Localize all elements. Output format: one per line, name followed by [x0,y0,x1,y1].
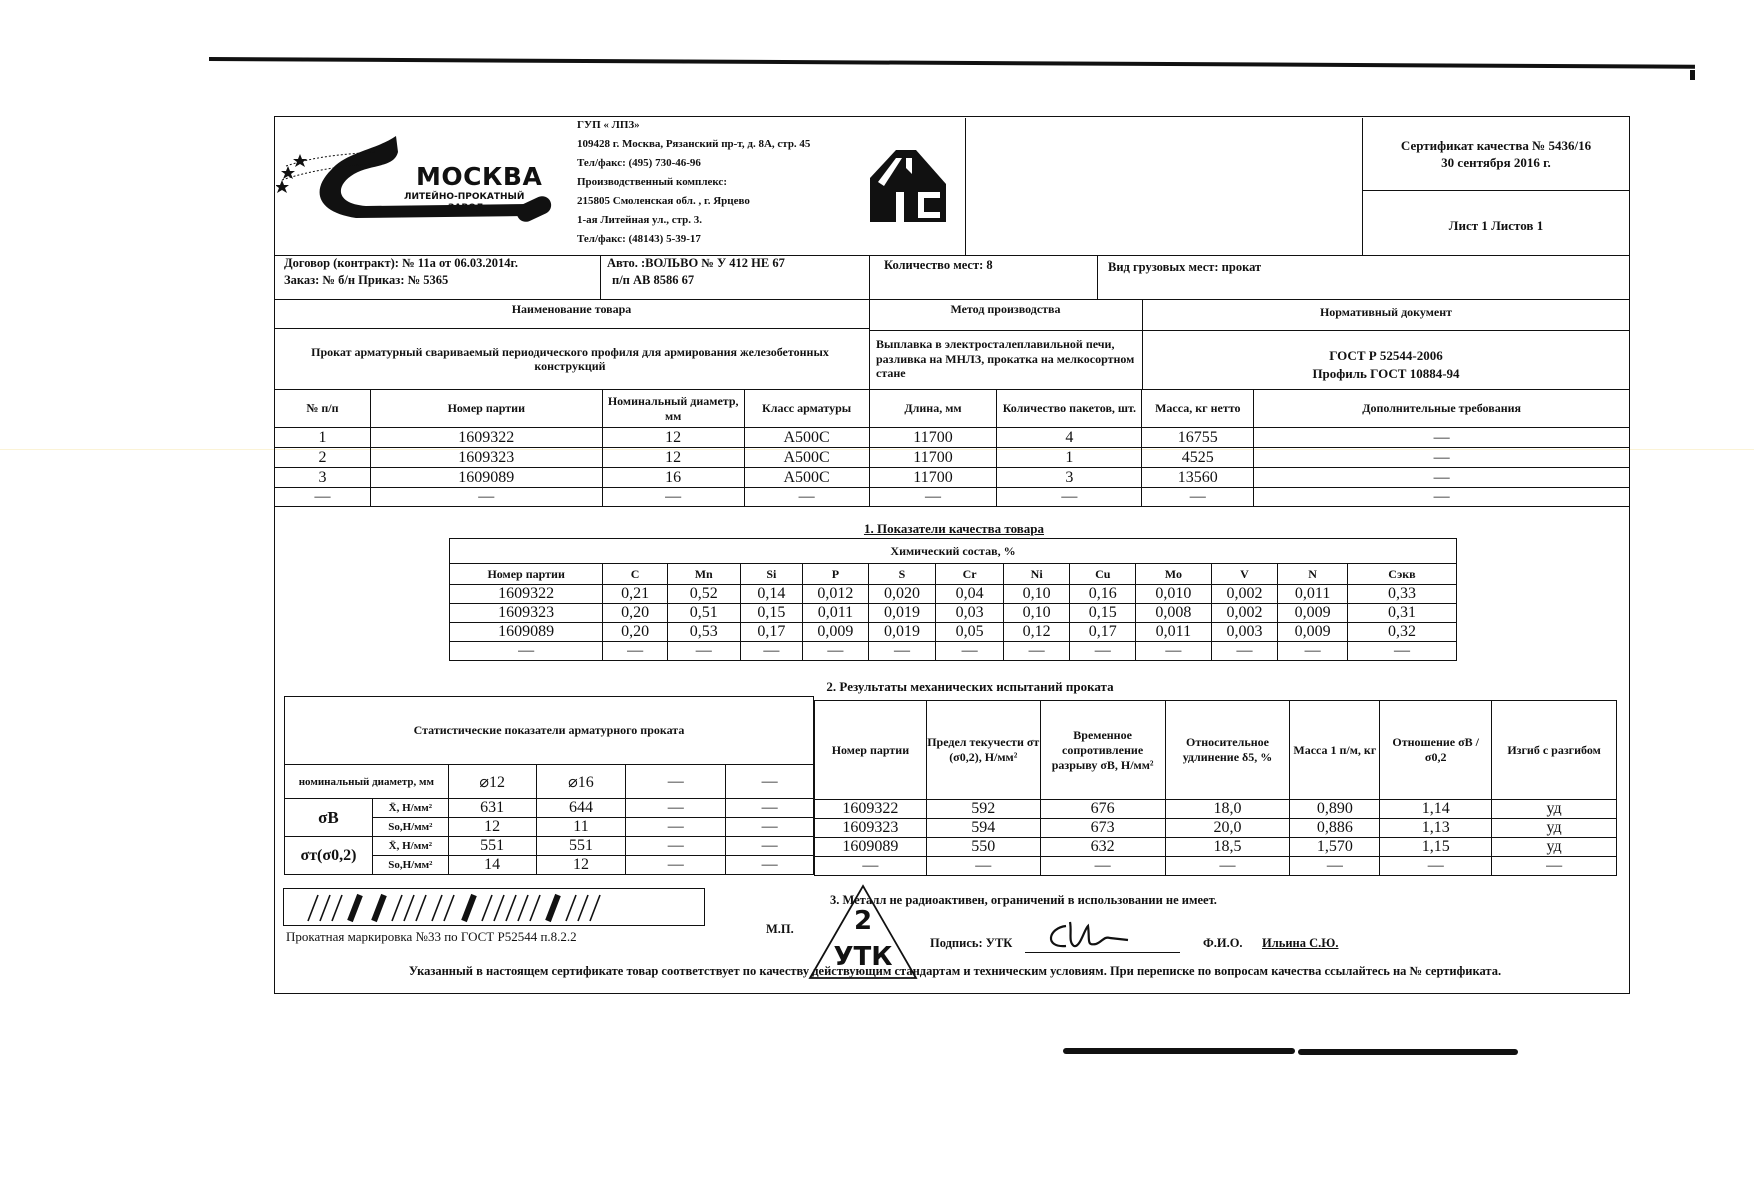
table-cell: уд [1492,800,1617,819]
table-cell: 0,04 [936,585,1004,604]
column-header: Временное сопротивление разрыву σB, Н/мм² [1040,701,1165,800]
table-cell: — [1254,488,1630,507]
table-cell: 550 [926,838,1040,857]
column-header: Mo [1136,564,1212,585]
table-cell: — [1165,857,1290,876]
table-cell: 0,17 [1070,623,1136,642]
column-header: Ni [1003,564,1070,585]
table-cell: 1609323 [370,448,602,468]
table-cell: 2 [275,448,371,468]
table-cell: — [370,488,602,507]
table-cell: 0,51 [667,604,740,623]
mechanics-header [815,701,1617,800]
table-cell: — [744,488,869,507]
fio-label: Ф.И.О. [1203,936,1243,950]
table-cell: — [626,818,726,837]
signature-icon [1040,920,1130,952]
column-header: P [803,564,869,585]
table-cell: — [726,818,814,837]
table-cell: 14 [448,856,536,875]
table-cell: 0,32 [1347,623,1456,642]
table-cell: — [626,799,726,818]
product-name-header: Наименование товара [511,302,632,316]
std-label: So,Н/мм² [372,856,448,875]
table-cell: — [1290,857,1380,876]
company-address: 109428 г. Москва, Рязанский пр-т, д. 8А, стр. 45 [577,138,811,150]
table-cell: — [926,857,1040,876]
column-header: C [603,564,668,585]
column-header: Номер партии [450,564,603,585]
sigma-t-label: σт(σ0,2) [285,837,373,875]
table-cell: — [1492,857,1617,876]
table-cell: 0,15 [740,604,803,623]
table-cell: 1609089 [815,838,927,857]
table-cell: 644 [536,799,626,818]
table-row [815,800,1617,819]
mc-logo [868,148,948,224]
table-cell: — [1070,642,1136,661]
mean-label: X̄, Н/мм² [372,837,448,856]
table-cell: 1,14 [1380,800,1492,819]
section-quality-title: 1. Показатели качества товара [863,521,1045,536]
table-cell: 632 [1040,838,1165,857]
batch-table-header [275,390,1630,428]
table-cell: 1609323 [815,819,927,838]
table-cell: — [1142,488,1254,507]
table-cell: 673 [1040,819,1165,838]
table-cell: 0,17 [740,623,803,642]
table-cell: 16 [602,468,744,488]
table-cell: — [1040,857,1165,876]
table-row [275,428,1630,448]
table-row [450,604,1457,623]
table-cell: — [740,642,803,661]
table-cell: — [869,488,997,507]
column-header: Сэкв [1347,564,1456,585]
places-count: Количество мест: 8 [884,258,993,272]
table-cell: — [1347,642,1456,661]
table-cell: 12 [602,428,744,448]
table-cell: 1 [275,428,371,448]
table-row [815,838,1617,857]
table-row [450,623,1457,642]
table-row [815,819,1617,838]
table-cell: 0,33 [1347,585,1456,604]
table-cell: — [1278,642,1348,661]
table-cell: 0,20 [603,623,668,642]
table-cell: 0,002 [1211,585,1278,604]
table-row [450,585,1457,604]
scan-edge-mark [1063,1048,1295,1054]
scan-edge-mark [1298,1049,1518,1055]
column-header: Предел текучести σт (σ0,2), Н/мм² [926,701,1040,800]
certificate-date: 30 сентября 2016 г. [1441,155,1551,170]
rolling-marking-text: Прокатная маркировка №33 по ГОСТ Р52544 п.8.2.2 [286,929,577,944]
divider [965,118,966,255]
column-header: Номинальный диаметр, мм [602,390,744,428]
table-cell: 18,5 [1165,838,1290,857]
table-cell: 12 [448,818,536,837]
table-cell: 0,14 [740,585,803,604]
table-cell: 3 [275,468,371,488]
house-mark-icon [868,148,948,224]
scan-edge-line [209,57,1695,69]
table-cell: 594 [926,819,1040,838]
column-header: S [868,564,936,585]
trailer-number: п/п АВ 8586 67 [612,273,695,287]
cargo-type: Вид грузовых мест: прокат [1108,260,1262,274]
table-cell: 1609322 [450,585,603,604]
divider [274,328,869,329]
column-header: Длина, мм [869,390,997,428]
column-header: Изгиб с разгибом [1492,701,1617,800]
conformity-statement: Указанный в настоящем сертификате товар соответствует по качеству действующим стандартам и техническим условиям. При переписке по вопросам качества ссылайтесь на № сертификата. [408,964,1502,978]
column-header: Cr [936,564,1004,585]
radiation-statement: 3. Металл не радиоактивен, ограничений в использовании не имеет. [830,893,1217,907]
table-cell: — [626,837,726,856]
table-cell: — [936,642,1004,661]
table-cell: 18,0 [1165,800,1290,819]
production-address: 215805 Смоленская обл. , г. Ярцево [577,195,750,207]
table-cell: 0,002 [1211,604,1278,623]
table-cell: 0,009 [1278,604,1348,623]
table-cell: 0,010 [1136,585,1212,604]
table-cell: 0,019 [868,604,936,623]
table-cell: 0,10 [1003,604,1070,623]
column-header: Относительное удлинение δ5, % [1165,701,1290,800]
table-cell: — [1003,642,1070,661]
table-cell: 1 [997,448,1142,468]
table-cell: 1609323 [450,604,603,623]
table-cell: уд [1492,819,1617,838]
stats-table [284,696,814,875]
signature-label: Подпись: УТК [930,936,1013,950]
table-row [285,799,814,818]
table-cell: 551 [536,837,626,856]
table-cell: — [726,799,814,818]
column-header: № п/п [275,390,371,428]
table-cell: 0,009 [803,623,869,642]
mean-label: X̄, Н/мм² [372,799,448,818]
table-cell: 0,011 [1278,585,1348,604]
signature-scribble [1040,920,1130,952]
table-cell: — [667,642,740,661]
company-logo [276,130,566,230]
divider [274,299,1630,300]
table-cell: — [868,642,936,661]
column-header: Класс арматуры [744,390,869,428]
table-cell: 1609322 [815,800,927,819]
diameter-value: ⌀12 [448,765,536,799]
table-cell: — [1136,642,1212,661]
method-header: Метод производства [950,302,1061,316]
production-phone: Тел/факс: (48143) 5-39-17 [577,233,701,245]
production-method: Выплавка в электросталеплавильной печи, разливка на МНЛЗ, прокатка на мелкосортном стане [876,337,1135,381]
table-cell: А500С [744,468,869,488]
norm-doc-2: Профиль ГОСТ 10884-94 [1312,366,1460,381]
table-cell: — [997,488,1142,507]
signature-line [1025,952,1180,953]
table-cell: 0,008 [1136,604,1212,623]
chemistry-table-title: Химический состав, % [450,539,1457,564]
section-mechanics-title: 2. Результаты механических испытаний проката [826,679,1114,694]
diameter-value: ⌀16 [536,765,626,799]
table-cell: 0,16 [1070,585,1136,604]
stamp-text: УТК [833,942,893,972]
company-name: ГУП « ЛПЗ» [577,119,640,131]
norm-doc-header: Нормативный документ [1319,305,1453,319]
table-cell: — [726,837,814,856]
table-cell: 12 [602,448,744,468]
column-header: Дополнительные требования [1254,390,1630,428]
table-cell: 1,15 [1380,838,1492,857]
table-cell: 11700 [869,428,997,448]
diameter-label: номинальный диаметр, мм [285,765,449,799]
sigma-b-label: σB [285,799,373,837]
table-row [275,468,1630,488]
table-cell: 0,10 [1003,585,1070,604]
order-number: Заказ: № б/н Приказ: № 5365 [284,273,449,287]
divider [869,255,870,299]
table-row [275,488,1630,507]
table-cell: 4525 [1142,448,1254,468]
mechanics-table [814,700,1617,876]
logo-subtitle: ЗАВОД [448,203,484,213]
table-cell: 0,52 [667,585,740,604]
table-cell: 0,011 [1136,623,1212,642]
table-cell: — [626,856,726,875]
table-cell: — [803,642,869,661]
table-cell: А500С [744,448,869,468]
stamp-number: 2 [853,906,873,936]
stats-title: Статистические показатели арматурного проката [285,697,814,765]
column-header: Отношение σB / σ0,2 [1380,701,1492,800]
table-cell: 0,009 [1278,623,1348,642]
table-row [285,837,814,856]
table-cell: 13560 [1142,468,1254,488]
table-cell: 631 [448,799,536,818]
table-row [275,448,1630,468]
table-cell: 4 [997,428,1142,448]
table-cell: 16755 [1142,428,1254,448]
marking-box [283,888,705,926]
table-cell: — [1254,428,1630,448]
production-label: Производственный комплекс: [577,176,727,188]
table-cell: 1609322 [370,428,602,448]
table-cell: 0,31 [1347,604,1456,623]
table-row [815,857,1617,876]
table-cell: А500С [744,428,869,448]
table-cell: 0,012 [803,585,869,604]
table-cell: 0,05 [936,623,1004,642]
table-cell: — [275,488,371,507]
column-header: Количество пакетов, шт. [997,390,1142,428]
column-header: Si [740,564,803,585]
column-header: Номер партии [815,701,927,800]
chemistry-table [449,538,1457,661]
column-header: N [1278,564,1348,585]
table-cell: — [450,642,603,661]
table-cell: 0,019 [868,623,936,642]
sheet-info: Лист 1 Листов 1 [1448,218,1544,233]
contract-number: Договор (контракт): № 11а от 06.03.2014г. [284,256,518,270]
table-cell: 20,0 [1165,819,1290,838]
table-cell: 0,20 [603,604,668,623]
table-row [450,642,1457,661]
table-cell: 0,03 [936,604,1004,623]
batch-table [274,389,1630,507]
logo-subtitle: ЛИТЕЙНО-ПРОКАТНЫЙ [404,192,525,202]
table-cell: 592 [926,800,1040,819]
column-header: Cu [1070,564,1136,585]
table-cell: 1609089 [370,468,602,488]
product-name: Прокат арматурный свариваемый периодического профиля для армирования железобетонных конструкций [311,344,829,373]
column-header: V [1211,564,1278,585]
table-cell: 11700 [869,448,997,468]
rolling-marking-icon [284,889,705,926]
table-cell: 1,13 [1380,819,1492,838]
table-cell: 0,890 [1290,800,1380,819]
chemistry-header [450,564,1457,585]
logo-title: МОСКВА [416,162,543,191]
diameter-value: — [626,765,726,799]
table-cell: 0,15 [1070,604,1136,623]
column-header: Номер партии [370,390,602,428]
divider [600,255,601,299]
table-cell: 0,12 [1003,623,1070,642]
production-address: 1-ая Литейная ул., стр. 3. [577,214,702,226]
table-cell: — [602,488,744,507]
column-header: Mn [667,564,740,585]
diameter-value: — [726,765,814,799]
table-cell: 11700 [869,468,997,488]
column-header: Масса 1 п/м, кг [1290,701,1380,800]
company-phone: Тел/факс: (495) 730-46-96 [577,157,701,169]
table-cell: 0,011 [803,604,869,623]
table-cell: 1609089 [450,623,603,642]
table-cell: 0,21 [603,585,668,604]
table-cell: — [726,856,814,875]
table-cell: — [603,642,668,661]
table-cell: — [1211,642,1278,661]
table-cell: 0,020 [868,585,936,604]
certificate-title: Сертификат качества № 5436/16 [1400,138,1592,153]
table-cell: 11 [536,818,626,837]
table-cell: 676 [1040,800,1165,819]
stamp-label: М.П. [766,922,794,936]
table-cell: — [815,857,927,876]
table-cell: уд [1492,838,1617,857]
table-cell: — [1380,857,1492,876]
table-cell: 3 [997,468,1142,488]
table-cell: — [1254,468,1630,488]
scan-edge-mark [1690,70,1695,80]
table-cell: 0,53 [667,623,740,642]
table-cell: — [1254,448,1630,468]
std-label: So,Н/мм² [372,818,448,837]
table-cell: 1,570 [1290,838,1380,857]
fio-value: Ильина С.Ю. [1262,936,1339,950]
divider [1362,190,1630,191]
norm-doc-1: ГОСТ Р 52544-2006 [1329,348,1443,363]
divider [1097,255,1098,299]
table-cell: 0,003 [1211,623,1278,642]
table-cell: 0,886 [1290,819,1380,838]
vehicle-number: Авто. :ВОЛЬВО № У 412 НЕ 67 [607,256,785,270]
column-header: Масса, кг нетто [1142,390,1254,428]
table-cell: 551 [448,837,536,856]
table-cell: 12 [536,856,626,875]
